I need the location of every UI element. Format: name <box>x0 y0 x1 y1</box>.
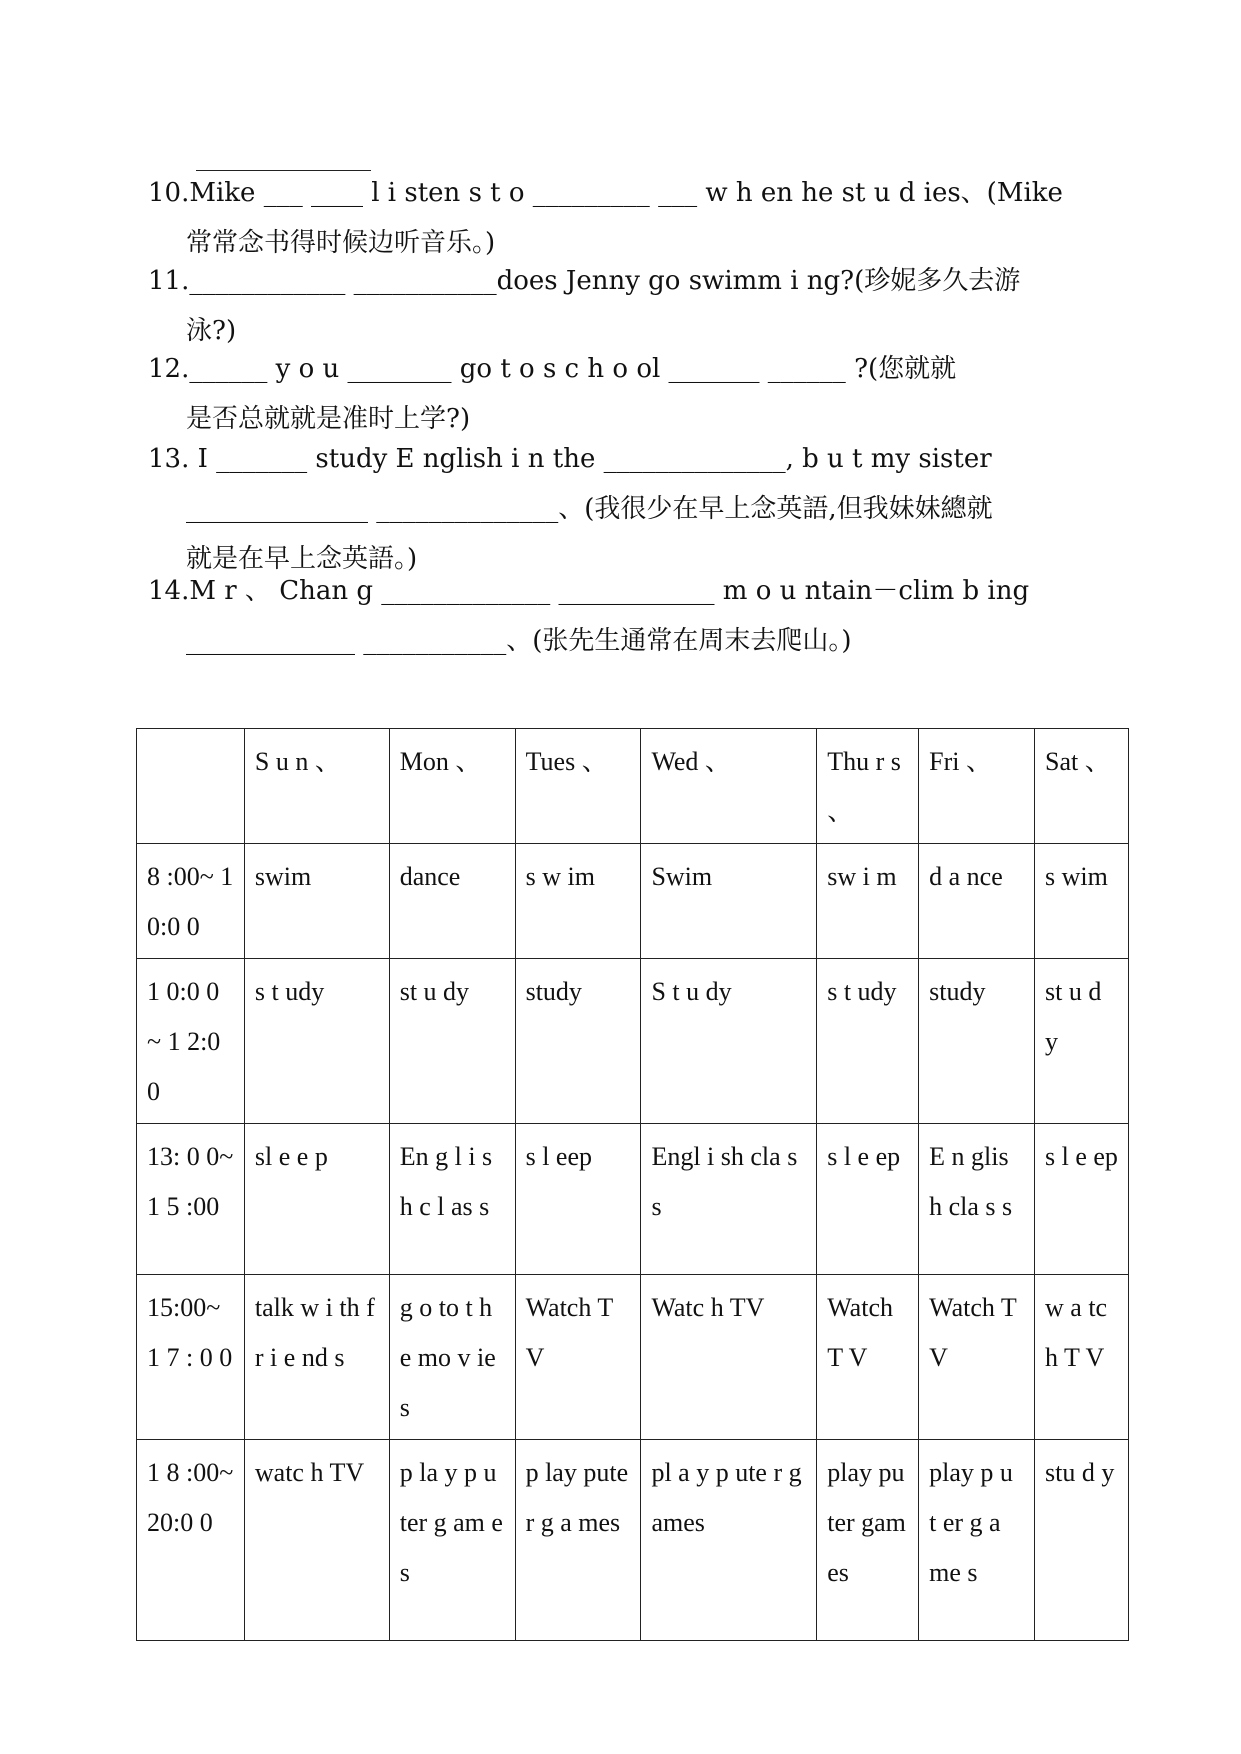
question-text: 13. I _______ study E nglish i n the ______________, b u t my sister <box>148 444 992 474</box>
table-cell: E n glis h cla s s <box>919 1124 1035 1275</box>
table-cell: En g l i sh c l as s <box>389 1124 515 1275</box>
table-cell: play puter games <box>817 1440 919 1641</box>
table-cell: s wim <box>1035 844 1129 959</box>
header-cell: Thu r s 、 <box>817 729 919 844</box>
table-header-row <box>137 729 1129 844</box>
table-cell: study <box>515 959 641 1124</box>
table-cell: p la y p u ter g am e s <box>389 1440 515 1641</box>
question-12 <box>148 344 1108 444</box>
question-translation: 常常念书得时候边听音乐。) <box>186 228 496 258</box>
table-row <box>137 1124 1129 1275</box>
question-text: 12.______ y o u ________ go t o s c h o ol _______ ______ ?(您就就 <box>148 354 957 384</box>
table-cell: watc h TV <box>244 1440 389 1641</box>
table-cell: Watch T V <box>817 1275 919 1440</box>
table-cell: play p u t er g a me s <box>919 1440 1035 1641</box>
question-text: 11.____________ ___________does Jenny go swimm i ng?(珍妮多久去游 <box>148 266 1021 296</box>
table-cell: study <box>919 959 1035 1124</box>
time-cell: 8 :00~ 10:0 0 <box>137 844 245 959</box>
table-cell: swim <box>244 844 389 959</box>
header-cell: Fri 、 <box>919 729 1035 844</box>
header-cell: Wed 、 <box>641 729 817 844</box>
header-cell: Tues 、 <box>515 729 641 844</box>
header-cell: Mon 、 <box>389 729 515 844</box>
question-blanks: ______________ ______________、(我很少在早上念英語,但我妹妹總就 <box>186 494 993 524</box>
time-cell: 13: 0 0~1 5 :00 <box>137 1124 245 1275</box>
question-10 <box>148 168 1108 268</box>
time-cell: 1 8 :00~ 20:0 0 <box>137 1440 245 1641</box>
table-cell: s l e ep <box>817 1124 919 1275</box>
header-cell: S u n 、 <box>244 729 389 844</box>
table-cell: s l e ep <box>1035 1124 1129 1275</box>
table-cell: pl a y p ute r games <box>641 1440 817 1641</box>
table-cell: Engl i sh cla s s <box>641 1124 817 1275</box>
table-cell: w a tch T V <box>1035 1275 1129 1440</box>
table-cell: Watc h TV <box>641 1275 817 1440</box>
table-cell: talk w i th f r i e nd s <box>244 1275 389 1440</box>
table-cell: Watch TV <box>919 1275 1035 1440</box>
header-cell <box>137 729 245 844</box>
table-cell: g o to t h e mo v ie s <box>389 1275 515 1440</box>
table-row <box>137 959 1129 1124</box>
table-cell: Swim <box>641 844 817 959</box>
question-translation: 就是在早上念英語。) <box>186 544 418 574</box>
table-cell: p lay puter g a mes <box>515 1440 641 1641</box>
question-text: 10.Mike ___ ____ l i sten s t o _________ ___ w h en he st u d ies、(Mike <box>148 178 1063 208</box>
question-13 <box>148 434 1108 584</box>
table-row <box>137 1275 1129 1440</box>
table-row <box>137 844 1129 959</box>
table-cell: s l eep <box>515 1124 641 1275</box>
time-cell: 1 0:0 0 ~ 1 2:0 0 <box>137 959 245 1124</box>
table-cell: s w im <box>515 844 641 959</box>
question-translation: 泳?) <box>186 316 237 346</box>
table-row <box>137 1440 1129 1641</box>
question-text: 14.M r 、 Chan g _____________ ____________ m o u ntain－clim b ing <box>148 576 1030 606</box>
table-cell: sl e e p <box>244 1124 389 1275</box>
table-cell: st u d y <box>1035 959 1129 1124</box>
table-cell: s t udy <box>817 959 919 1124</box>
table-cell: st u dy <box>389 959 515 1124</box>
question-14 <box>148 566 1108 666</box>
table-cell: sw i m <box>817 844 919 959</box>
table-cell: d a nce <box>919 844 1035 959</box>
question-11 <box>148 256 1108 356</box>
time-cell: 15:00~ 1 7 : 0 0 <box>137 1275 245 1440</box>
table-cell: stu d y <box>1035 1440 1129 1641</box>
table-cell: Watch T V <box>515 1275 641 1440</box>
table-cell: s t udy <box>244 959 389 1124</box>
table-cell: S t u dy <box>641 959 817 1124</box>
question-translation: 是否总就就是准时上学?) <box>186 404 471 434</box>
header-cell: Sat 、 <box>1035 729 1129 844</box>
table-cell: dance <box>389 844 515 959</box>
schedule-table <box>136 728 1129 1641</box>
question-translation: _____________ ___________、(张先生通常在周末去爬山。) <box>186 626 852 656</box>
